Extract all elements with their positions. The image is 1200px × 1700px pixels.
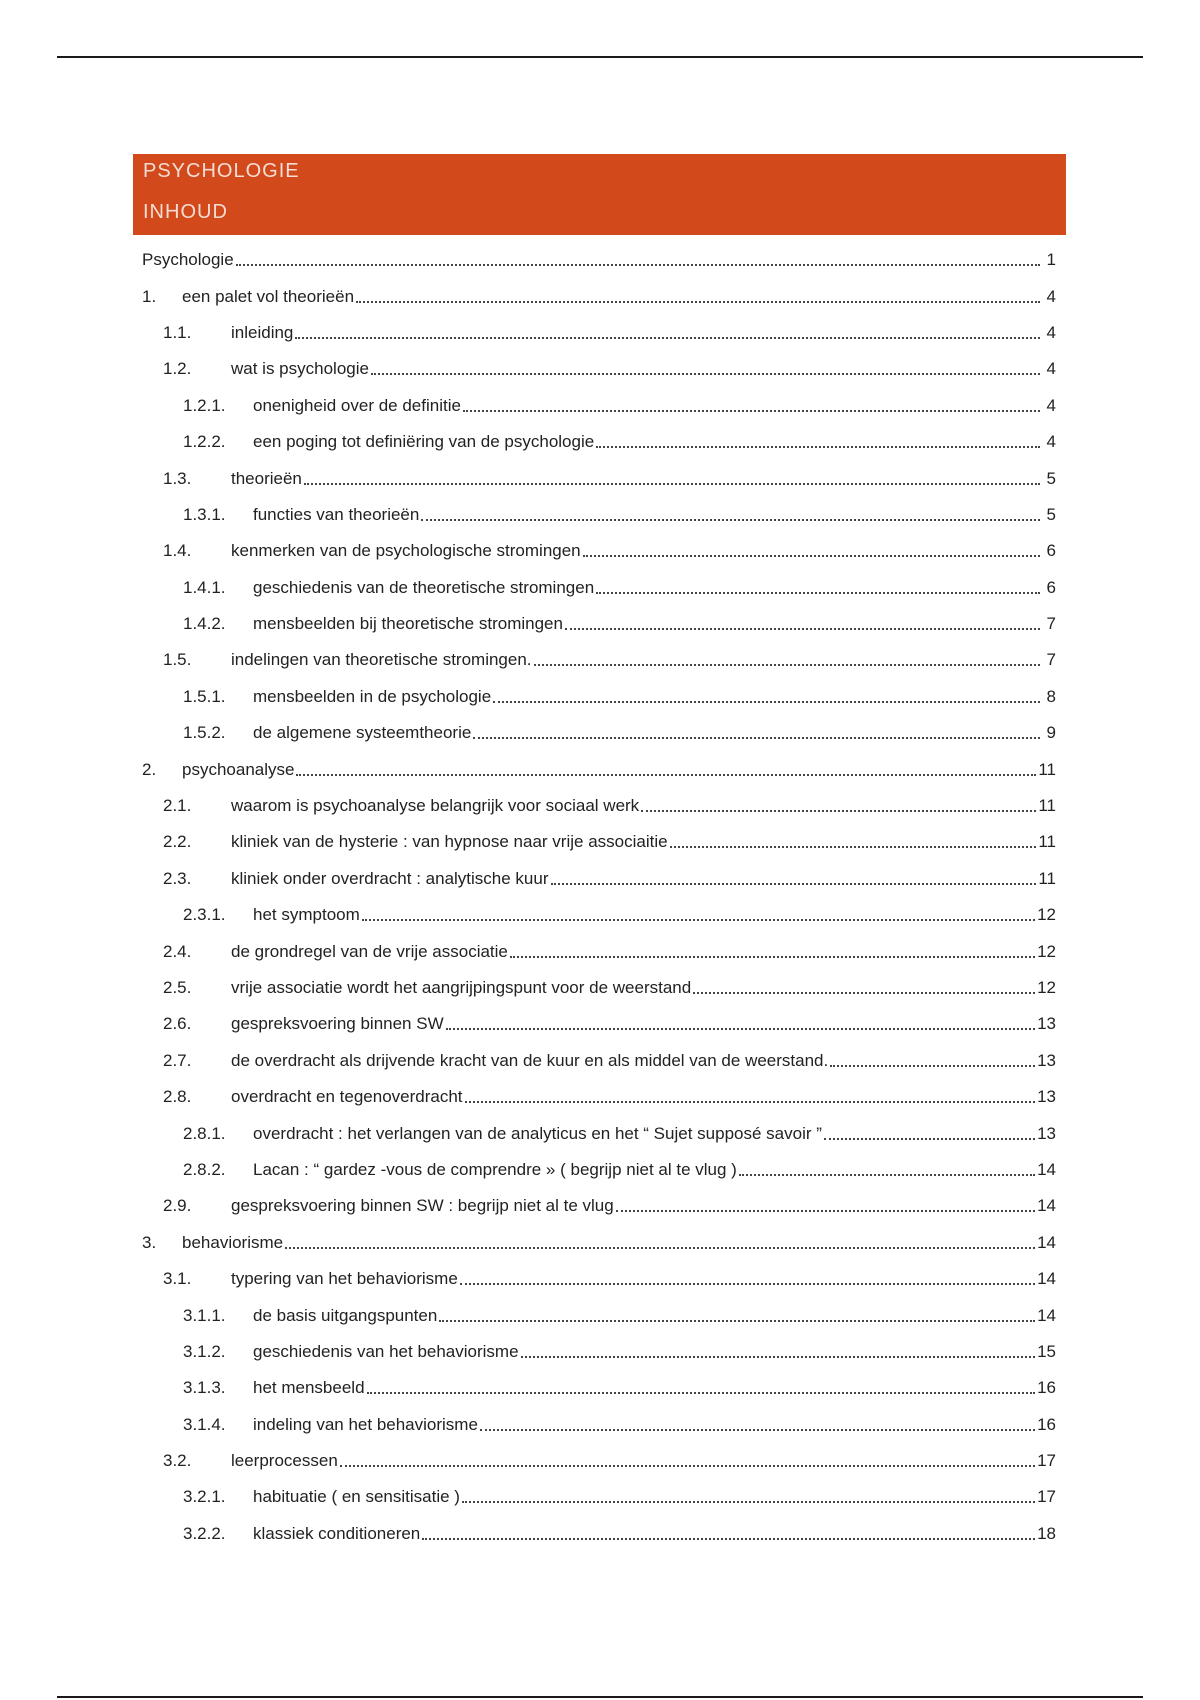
dot-leader	[596, 592, 1040, 594]
toc-entry-number: 3.1.1.	[183, 1305, 226, 1325]
toc-entry[interactable]	[142, 1297, 1056, 1333]
dot-leader	[473, 737, 1040, 739]
dot-leader	[460, 1283, 1035, 1285]
dot-leader	[493, 701, 1040, 703]
dot-leader	[641, 810, 1036, 812]
toc-entry-title: leerprocessen	[231, 1451, 338, 1471]
toc-entry[interactable]	[142, 861, 1056, 897]
toc-entry-title: overdracht : het verlangen van de analyticus en het “ Sujet supposé savoir ”	[253, 1123, 822, 1143]
toc-entry-page: 14	[1037, 1269, 1056, 1289]
toc-entry-number: 2.4.	[163, 941, 192, 961]
toc-entry[interactable]	[142, 1407, 1056, 1443]
toc-entry-number: 2.8.1.	[183, 1123, 226, 1143]
toc-entry-title: gespreksvoering binnen SW	[231, 1014, 444, 1034]
toc-entry[interactable]	[142, 933, 1056, 969]
toc-entry-number: 1.1.	[163, 322, 192, 342]
toc-entry-title: vrije associatie wordt het aangrijpingspunt voor de weerstand	[231, 978, 692, 997]
toc-entry[interactable]	[142, 897, 1056, 933]
toc-entry-title: een palet vol theorieën	[182, 286, 355, 306]
toc-entry-page: 4	[1046, 395, 1056, 415]
toc-entry-number: 2.	[142, 759, 157, 779]
toc-entry-page: 17	[1037, 1451, 1056, 1471]
dot-leader	[446, 1028, 1035, 1030]
toc-entry-title: mensbeelden bij theoretische stromingen	[253, 614, 563, 634]
dot-leader	[422, 1538, 1035, 1540]
dot-leader	[371, 373, 1040, 375]
toc-entry[interactable]	[142, 788, 1056, 824]
dot-leader	[521, 1356, 1036, 1358]
toc-entry-number: 2.2.	[163, 832, 192, 852]
toc-entry[interactable]	[142, 715, 1056, 751]
toc-entry-title: wat is psychologie	[231, 359, 369, 379]
toc-entry[interactable]	[142, 460, 1056, 496]
toc-entry-page: 18	[1037, 1523, 1056, 1543]
toc-entry-number: 2.1.	[163, 796, 192, 816]
toc-entry-number: 1.4.	[163, 541, 192, 561]
toc-entry-title: geschiedenis van de theoretische stromingen	[253, 577, 595, 597]
dot-leader	[534, 664, 1040, 666]
toc-entry-page: 11	[1038, 868, 1056, 888]
toc-entry[interactable]	[142, 970, 1056, 1006]
toc-entry-page: 14	[1037, 1196, 1056, 1216]
toc-entry[interactable]	[142, 1006, 1056, 1042]
toc-entry-page: 14	[1037, 1159, 1056, 1179]
toc-heading: INHOUD	[143, 201, 228, 223]
toc-entry[interactable]	[142, 424, 1056, 460]
toc-entry-number: 1.2.2.	[183, 432, 226, 452]
toc-entry-number: 3.2.2.	[183, 1523, 226, 1543]
dot-leader	[693, 992, 1035, 994]
toc-entry-title: kenmerken van de psychologische stromingen	[231, 541, 581, 561]
toc-entry-page: 12	[1037, 905, 1056, 925]
dot-leader	[421, 519, 1040, 521]
dot-leader	[583, 555, 1040, 557]
dot-leader	[439, 1320, 1035, 1322]
dot-leader	[824, 1138, 1035, 1140]
toc-entry-title: gespreksvoering binnen SW : begrijp niet al te vlug	[231, 1196, 614, 1216]
toc-entry[interactable]	[142, 824, 1056, 860]
toc-entry-page: 16	[1037, 1414, 1056, 1434]
toc-entry-number: 1.	[142, 286, 157, 306]
toc-entry-page: 11	[1038, 796, 1056, 816]
dot-leader	[463, 410, 1040, 412]
dot-leader	[462, 1501, 1035, 1503]
toc-entry-number: 2.3.1.	[183, 905, 226, 925]
toc-entry-page: 14	[1037, 1232, 1056, 1252]
toc-entry[interactable]	[142, 1443, 1056, 1479]
dot-leader	[340, 1465, 1035, 1467]
toc-entry-title: typering van het behaviorisme	[231, 1269, 458, 1289]
toc-entry-number: 1.5.2.	[183, 723, 226, 743]
toc-entry-title: Lacan : “ gardez -vous de comprendre » ( begrijp niet al te vlug )	[253, 1159, 737, 1179]
toc-entry-number: 2.7.	[163, 1050, 192, 1070]
toc-entry-number: 1.3.	[163, 468, 192, 488]
toc-entry-number: 1.5.1.	[183, 686, 226, 706]
toc-entry-page: 11	[1038, 759, 1056, 779]
dot-leader	[356, 301, 1040, 303]
toc-entry-number: 3.2.1.	[183, 1487, 226, 1507]
top-rule	[57, 56, 1143, 58]
dot-leader	[596, 446, 1040, 448]
toc-entry[interactable]	[142, 606, 1056, 642]
toc-entry[interactable]	[142, 1079, 1056, 1115]
dot-leader	[304, 483, 1040, 485]
toc-entry[interactable]	[142, 1261, 1056, 1297]
toc-entry-number: 1.4.2.	[183, 614, 226, 634]
toc-entry[interactable]	[142, 1043, 1056, 1079]
toc-entry-number: 3.1.2.	[183, 1341, 226, 1361]
dot-leader	[616, 1210, 1035, 1212]
toc-entry-title: kliniek onder overdracht : analytische kuur	[231, 868, 549, 888]
toc-entry-page: 4	[1046, 432, 1056, 452]
toc-entry-title: behaviorisme	[182, 1232, 284, 1252]
toc-entry-page: 12	[1037, 978, 1056, 997]
toc-entry-title: de grondregel van de vrije associatie	[231, 941, 508, 961]
toc-entry[interactable]	[142, 315, 1056, 351]
toc-entry-title: een poging tot definiëring van de psychologie	[253, 432, 595, 452]
toc-entry-page: 13	[1037, 1014, 1056, 1034]
toc-entry[interactable]	[142, 679, 1056, 715]
toc-entry-title: indelingen van theoretische stromingen.	[231, 650, 532, 670]
toc-entry-number: 2.8.2.	[183, 1159, 226, 1179]
toc-entry-number: 2.6.	[163, 1014, 192, 1034]
toc-entry-page: 13	[1037, 1087, 1056, 1107]
toc-entry-title: klassiek conditioneren	[253, 1523, 421, 1543]
toc-entry-title: inleiding	[231, 322, 294, 342]
toc-entry-number: 3.2.	[163, 1451, 192, 1471]
toc-entry-number: 1.2.	[163, 359, 192, 379]
dot-leader	[739, 1174, 1035, 1176]
toc-entry-page: 13	[1037, 1123, 1056, 1143]
toc-entry[interactable]	[142, 497, 1056, 533]
toc-entry-number: 3.1.	[163, 1269, 192, 1289]
toc-entry-title: psychoanalyse	[182, 759, 295, 779]
toc-entry-page: 9	[1046, 723, 1056, 743]
toc-entry-page: 1	[1046, 250, 1056, 270]
document-title: PSYCHOLOGIE	[143, 160, 300, 182]
toc-entry[interactable]	[142, 1115, 1056, 1151]
toc-entry[interactable]	[142, 1188, 1056, 1224]
toc-entry[interactable]	[142, 242, 1056, 278]
dot-leader	[465, 1101, 1036, 1103]
header-band	[133, 154, 1066, 235]
toc-entry-page: 4	[1046, 286, 1056, 306]
dot-leader	[480, 1429, 1035, 1431]
toc-entry-page: 6	[1046, 577, 1056, 597]
toc-entry-number: 2.5.	[163, 978, 192, 997]
toc-entry-page: 4	[1046, 359, 1056, 379]
toc-entry[interactable]	[142, 1370, 1056, 1406]
toc-entry-title: overdracht en tegenoverdracht	[231, 1087, 463, 1107]
toc-entry-title: mensbeelden in de psychologie	[253, 686, 492, 706]
dot-leader	[670, 846, 1037, 848]
toc-entry-page: 15	[1037, 1341, 1056, 1361]
toc-entry-page: 13	[1037, 1050, 1056, 1070]
toc-entry-number: 3.1.4.	[183, 1414, 226, 1434]
toc-entry-title: indeling van het behaviorisme	[253, 1414, 478, 1434]
table-of-contents	[142, 242, 1056, 1552]
toc-entry-title: het mensbeeld	[253, 1378, 365, 1398]
toc-entry[interactable]	[142, 1516, 1056, 1552]
toc-entry-title: de algemene systeemtheorie	[253, 723, 472, 743]
toc-entry-page: 7	[1046, 614, 1056, 634]
toc-entry[interactable]	[142, 1225, 1056, 1261]
toc-entry-number: 2.8.	[163, 1087, 192, 1107]
toc-entry-title: theorieën	[231, 468, 302, 488]
toc-entry[interactable]	[142, 1479, 1056, 1515]
dot-leader	[236, 264, 1040, 266]
toc-entry[interactable]	[142, 1152, 1056, 1188]
dot-leader	[367, 1392, 1036, 1394]
toc-entry-page: 4	[1046, 322, 1056, 342]
toc-entry[interactable]	[142, 642, 1056, 678]
toc-entry-title: Psychologie	[142, 250, 234, 270]
toc-entry-page: 6	[1046, 541, 1056, 561]
toc-entry-number: 3.1.3.	[183, 1378, 226, 1398]
toc-entry-number: 1.5.	[163, 650, 192, 670]
toc-entry-title: de overdracht als drijvende kracht van de kuur en als middel van de weerstand.	[231, 1050, 829, 1070]
toc-entry-title: de basis uitgangspunten	[253, 1305, 438, 1325]
dot-leader	[551, 883, 1037, 885]
toc-entry[interactable]	[142, 278, 1056, 314]
toc-entry[interactable]	[142, 751, 1056, 787]
dot-leader	[830, 1065, 1035, 1067]
dot-leader	[285, 1247, 1035, 1249]
toc-entry-page: 7	[1046, 650, 1056, 670]
toc-entry-title: functies van theorieën	[253, 504, 420, 524]
toc-entry[interactable]	[142, 1334, 1056, 1370]
toc-entry-page: 12	[1037, 941, 1056, 961]
toc-entry[interactable]	[142, 351, 1056, 387]
toc-entry-number: 1.3.1.	[183, 504, 226, 524]
toc-entry-title: waarom is psychoanalyse belangrijk voor sociaal werk	[231, 796, 640, 816]
toc-entry[interactable]	[142, 388, 1056, 424]
toc-entry-title: habituatie ( en sensitisatie )	[253, 1487, 460, 1507]
toc-entry-title: het symptoom	[253, 905, 360, 925]
toc-entry-page: 8	[1046, 686, 1056, 706]
toc-entry-page: 5	[1046, 468, 1056, 488]
toc-entry-page: 11	[1038, 832, 1056, 852]
toc-entry-number: 2.3.	[163, 868, 192, 888]
dot-leader	[565, 628, 1040, 630]
bottom-rule	[57, 1696, 1143, 1698]
toc-entry-title: kliniek van de hysterie : van hypnose naar vrije associaitie	[231, 832, 668, 852]
toc-entry-page: 5	[1046, 504, 1056, 524]
toc-entry-number: 3.	[142, 1232, 157, 1252]
toc-entry[interactable]	[142, 533, 1056, 569]
toc-entry-page: 14	[1037, 1305, 1056, 1325]
toc-entry-page: 17	[1037, 1487, 1056, 1507]
dot-leader	[295, 337, 1040, 339]
toc-entry-number: 2.9.	[163, 1196, 192, 1216]
toc-entry-page: 16	[1037, 1378, 1056, 1398]
toc-entry-number: 1.2.1.	[183, 395, 226, 415]
toc-entry[interactable]	[142, 570, 1056, 606]
toc-entry-title: onenigheid over de definitie	[253, 395, 461, 415]
dot-leader	[296, 774, 1036, 776]
toc-entry-number: 1.4.1.	[183, 577, 226, 597]
dot-leader	[362, 919, 1035, 921]
dot-leader	[510, 956, 1035, 958]
toc-entry-title: geschiedenis van het behaviorisme	[253, 1341, 519, 1361]
